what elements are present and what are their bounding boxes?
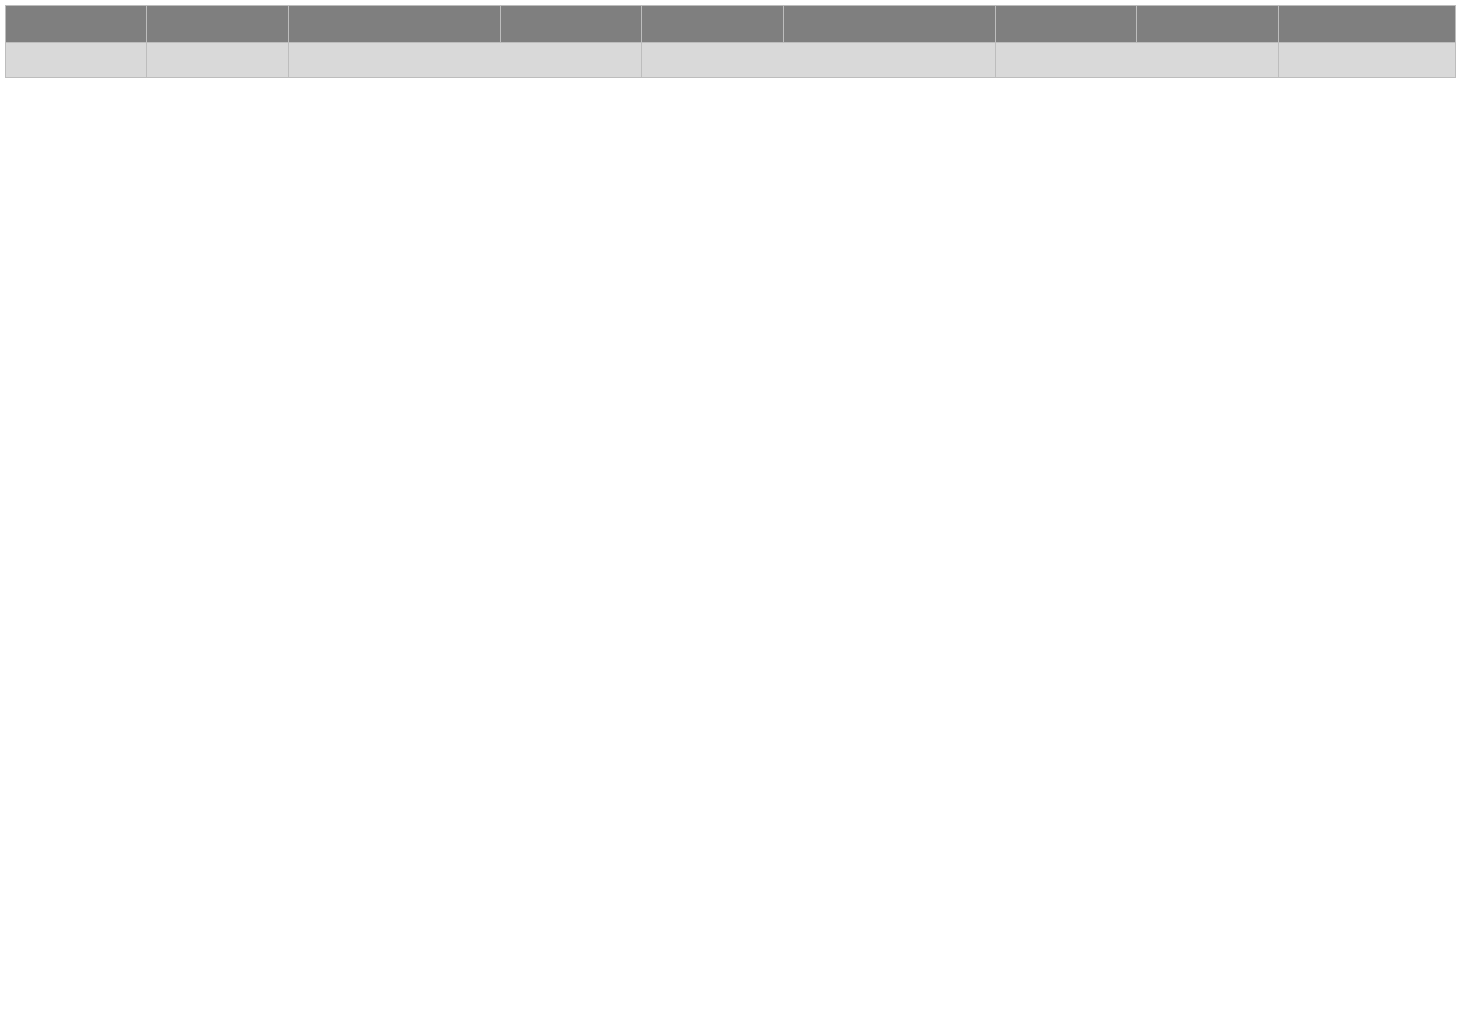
header-num-samples-2 — [784, 6, 996, 43]
crop-samples-table — [5, 5, 1456, 78]
header-crop-type-4 — [147, 43, 289, 78]
header-crop-type-1 — [147, 6, 289, 43]
bottom-section — [6, 43, 1456, 78]
header-crop-type-2 — [642, 6, 784, 43]
header-num-samples-4 — [289, 43, 642, 78]
header-row-bottom — [6, 43, 1456, 78]
header-study-area-3 — [996, 6, 1137, 43]
header-study-area-1 — [6, 6, 147, 43]
header-crop-type-3 — [1137, 6, 1279, 43]
header-study-area-5 — [642, 43, 996, 78]
header-num-samples-3 — [1279, 6, 1456, 43]
header-num-samples-1 — [289, 6, 501, 43]
header-row-top — [6, 6, 1456, 43]
header-crop-type-5 — [996, 43, 1279, 78]
header-num-samples-5 — [1279, 43, 1456, 78]
header-study-area-4 — [6, 43, 147, 78]
header-study-area-2 — [501, 6, 642, 43]
